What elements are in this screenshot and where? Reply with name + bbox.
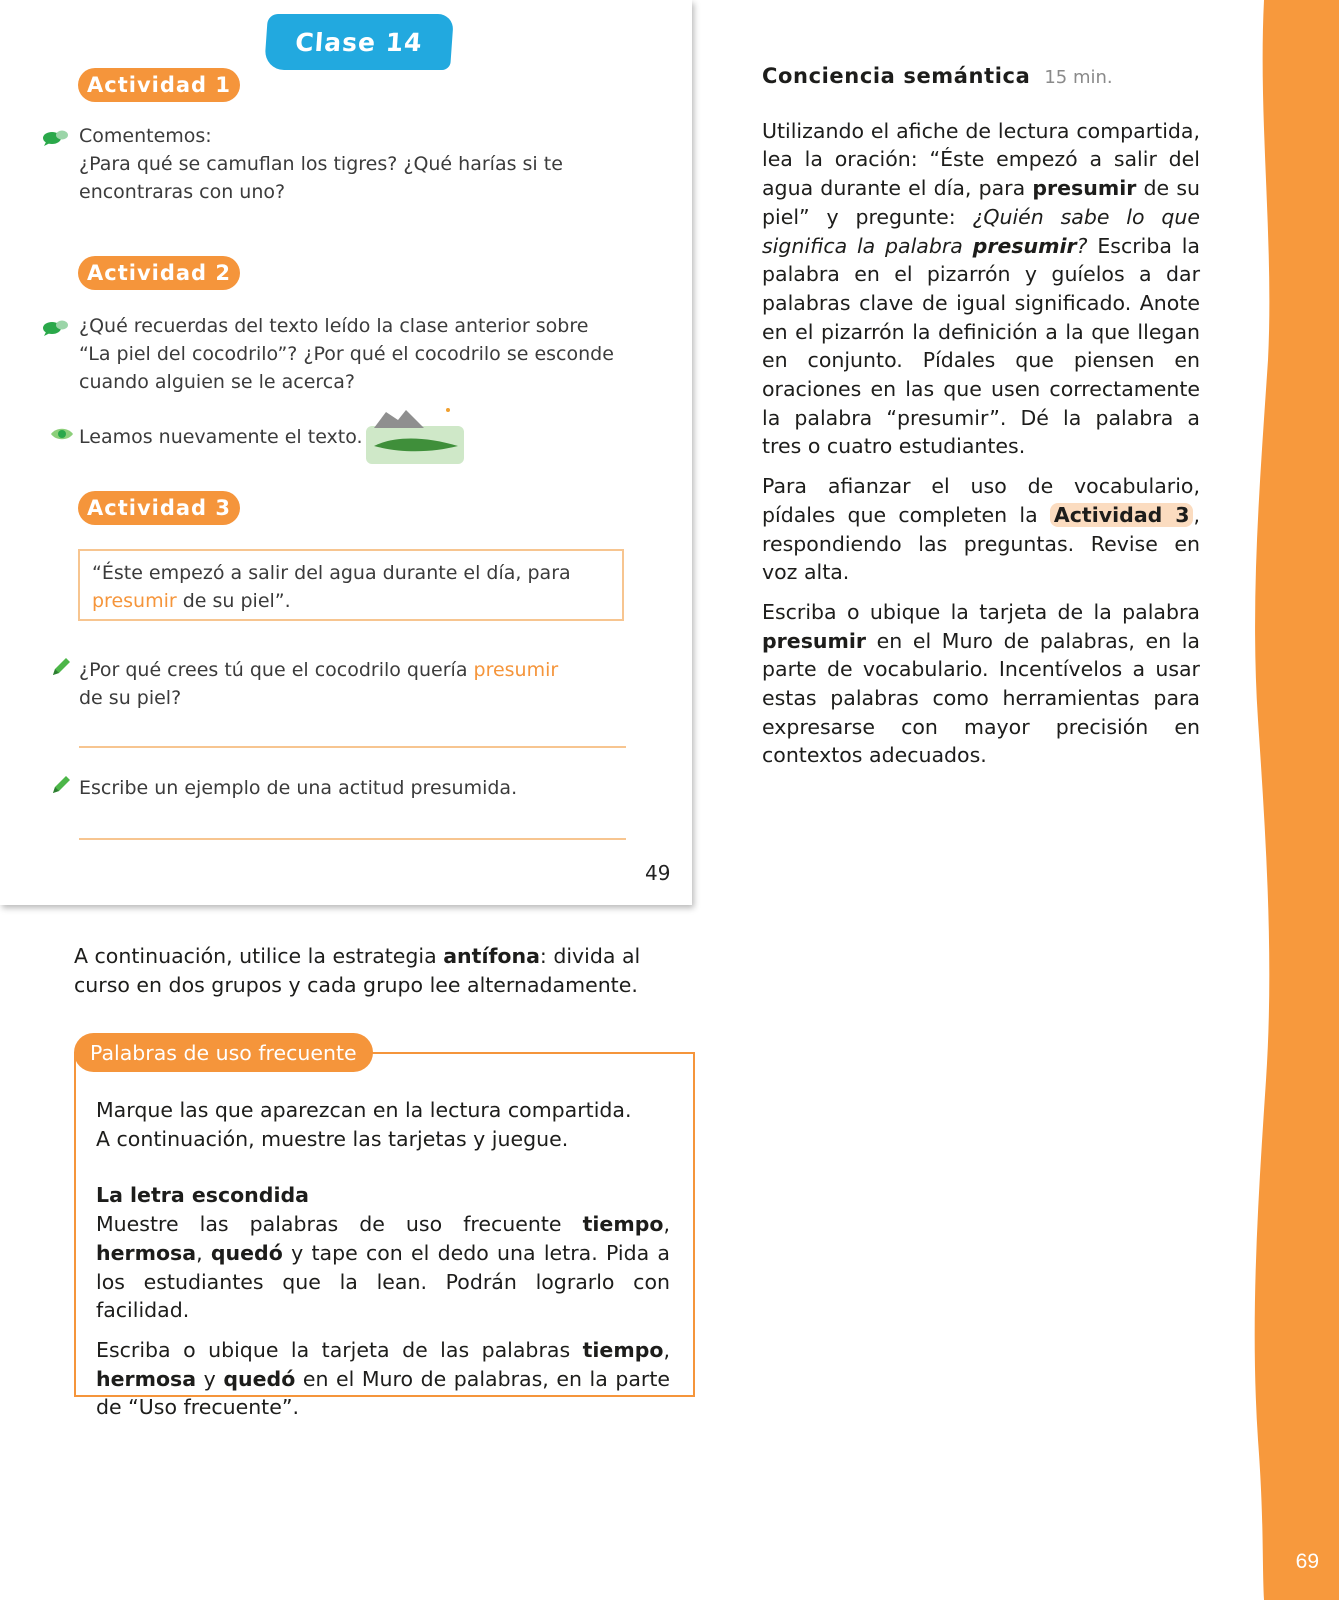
activity-1-title: Comentemos: — [79, 125, 212, 147]
activity-2-badge: Actividad 2 — [78, 256, 240, 290]
box-line-2: A continuación, muestre las tarjetas y juegue. — [96, 1126, 569, 1151]
quote-line-2 — [92, 587, 610, 615]
quote-rest: de su piel”. — [176, 590, 291, 612]
student-book-page — [0, 0, 692, 905]
crocodile-illustration — [364, 406, 468, 466]
guide-paragraph-2: Para afianzar el uso de vocabulario, pídales que completen la Actividad 3 , respondiendo las preguntas. Revise en voz alta. — [762, 474, 1200, 585]
decorative-stripe — [1244, 0, 1339, 1600]
highlighted-word: presumir — [473, 659, 559, 681]
section-heading — [762, 62, 1200, 93]
activity-1-badge: Actividad 1 — [78, 68, 240, 102]
activity-3-badge: Actividad 3 — [78, 491, 240, 525]
pencil-icon — [50, 774, 72, 796]
activity-2-text-line-3: cuando alguien se le acerca? — [79, 371, 355, 393]
quote-line-1: “Éste empezó a salir del agua durante el día, para — [92, 562, 571, 584]
question-1-line-1: ¿Por qué crees tú que el cocodrilo quería presumir — [79, 659, 559, 681]
guide-paragraph-1: Utilizando el afiche de lectura compartida, lea la oración: “Éste empezó a salir del agua durante el día, para presumir de su piel” y pregunte: ¿Quién sabe lo que significa la palabra presumir? Escriba la palabra en el pizarrón y guíelos a dar palabras clave de igual significado. Anote en el pizarrón la definición a la que llegan en conjunto. Pídales que piensen en oraciones en las que usen correctamente la palabra “presumir”. Dé la palabra a tres o cuatro estudiantes. — [762, 118, 1200, 459]
question-2: Escribe un ejemplo de una actitud presumida. — [79, 777, 518, 799]
antifona-paragraph: A continuación, utilice la estrategia antífona: divida al curso en dos grupos y cada grupo lee alternadamente. — [74, 944, 641, 997]
box-paragraph-2: Escriba o ubique la tarjeta de las palabras tiempo, hermosa y quedó en el Muro de palabras, en la parte de “Uso frecuente”. — [96, 1337, 670, 1420]
book-page-number: 49 — [645, 861, 671, 885]
activity-2-text-line-2: “La piel del cocodrilo”? ¿Por qué el cocodrilo se esconde — [79, 343, 614, 365]
answer-line[interactable] — [79, 746, 626, 748]
answer-line[interactable] — [79, 838, 626, 840]
box-subtitle: La letra escondida — [96, 1183, 309, 1208]
activity-1-text-line-2: encontraras con uno? — [79, 181, 286, 203]
guide-paragraph-3: Escriba o ubique la tarjeta de la palabra presumir en el Muro de palabras, en la parte de vocabulario. Incentívelos a usar estas palabras como herramientas para expresarse con mayor precisión en contextos adecuados. — [762, 599, 1200, 768]
clase-banner: Clase 14 — [264, 14, 454, 70]
activity-2-text-line-1: ¿Qué recuerdas del texto leído la clase anterior sobre — [79, 315, 589, 337]
question-1-line-2: de su piel? — [79, 687, 182, 709]
section-time: 15 min. — [1044, 67, 1113, 88]
frequent-words-content — [96, 1096, 670, 1433]
box-paragraph-1: Muestre las palabras de uso frecuente tiempo, hermosa, quedó y tape con el dedo una letra. Pida a los estudiantes que la lean. Podrán lograrlo con facilidad. — [96, 1212, 670, 1323]
activity-highlight: Actividad 3 — [1050, 503, 1194, 527]
speech-bubble-icon — [42, 127, 70, 147]
leamos-text: Leamos nuevamente el texto. — [79, 426, 363, 448]
speech-bubble-icon — [42, 317, 70, 337]
highlighted-word: presumir — [92, 590, 177, 612]
box-line-1: Marque las que aparezcan en la lectura compartida. — [96, 1098, 632, 1122]
page-number: 69 — [1295, 1550, 1319, 1573]
pencil-icon — [50, 656, 72, 678]
activity-1-text-line-1: ¿Para qué se camuflan los tigres? ¿Qué harías si te — [79, 153, 563, 175]
section-title: Conciencia semántica — [762, 64, 1031, 88]
quote-box — [78, 549, 624, 621]
teacher-guide-column — [762, 62, 1200, 781]
frequent-words-title: Palabras de uso frecuente — [74, 1033, 373, 1072]
eye-icon — [50, 426, 74, 442]
